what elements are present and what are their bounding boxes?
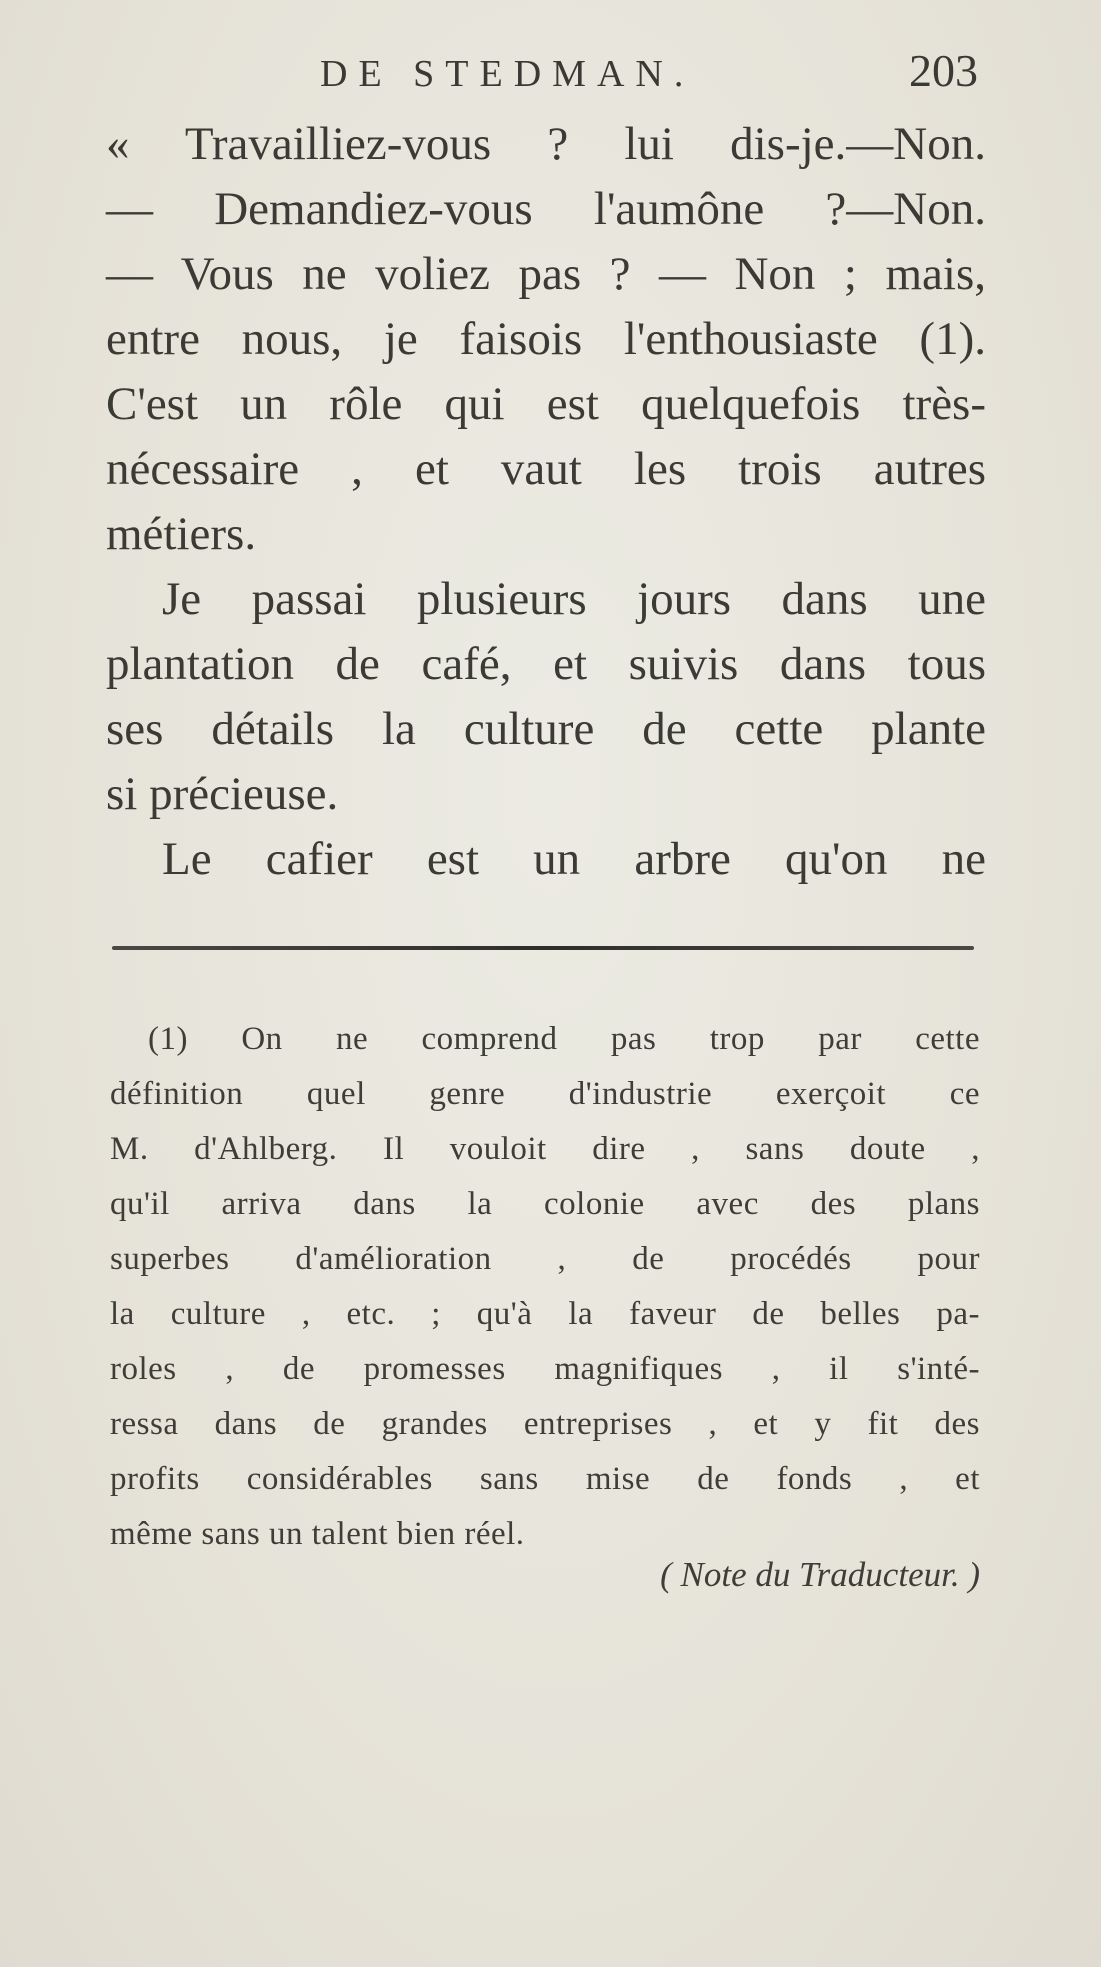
footnote-line: définition quel genre d'industrie exerçoit ce [110, 1076, 980, 1112]
footnote-line: (1) On ne comprend pas trop par cette [148, 1021, 980, 1057]
text-line: — Demandiez-vous l'aumône ?—Non. [106, 183, 986, 235]
text-line: plantation de café, et suivis dans tous [106, 638, 986, 690]
footnote-line: superbes d'amélioration , de procédés pour [110, 1241, 980, 1277]
text-line: Je passai plusieurs jours dans une [162, 573, 986, 625]
text-line: entre nous, je faisois l'enthousiaste (1). [106, 313, 986, 365]
footnote-line: ressa dans de grandes entreprises , et y fit des [110, 1406, 980, 1442]
footnote-line: qu'il arriva dans la colonie avec des plans [110, 1186, 980, 1222]
text-line: C'est un rôle qui est quelquefois très- [106, 378, 986, 430]
footnote-line: même sans un talent bien réel. [110, 1516, 525, 1552]
text-line: métiers. [106, 508, 257, 560]
footnote-attribution: ( Note du Traducteur. ) [660, 1555, 980, 1594]
footnote-line: profits considérables sans mise de fonds , et [110, 1461, 980, 1497]
main-text [106, 112, 986, 892]
footnote [110, 1012, 980, 1562]
footnote-separator-rule [112, 946, 974, 950]
footnote-line: roles , de promesses magnifiques , il s'inté- [110, 1351, 980, 1387]
text-line: Le cafier est un arbre qu'on ne [162, 833, 986, 885]
footnote-line: la culture , etc. ; qu'à la faveur de belles pa- [110, 1296, 980, 1332]
page-header [310, 45, 990, 102]
text-line: si précieuse. [106, 768, 339, 820]
text-line: — Vous ne voliez pas ? — Non ; mais, [106, 248, 986, 300]
footnote-line: M. d'Ahlberg. Il vouloit dire , sans doute , [110, 1131, 980, 1167]
text-line: ses détails la culture de cette plante [106, 703, 986, 755]
running-title: DE STEDMAN. [320, 53, 695, 95]
text-line: nécessaire , et vaut les trois autres [106, 443, 986, 495]
page-number: 203 [909, 45, 978, 96]
text-line: « Travailliez-vous ? lui dis-je.—Non. [106, 118, 986, 170]
